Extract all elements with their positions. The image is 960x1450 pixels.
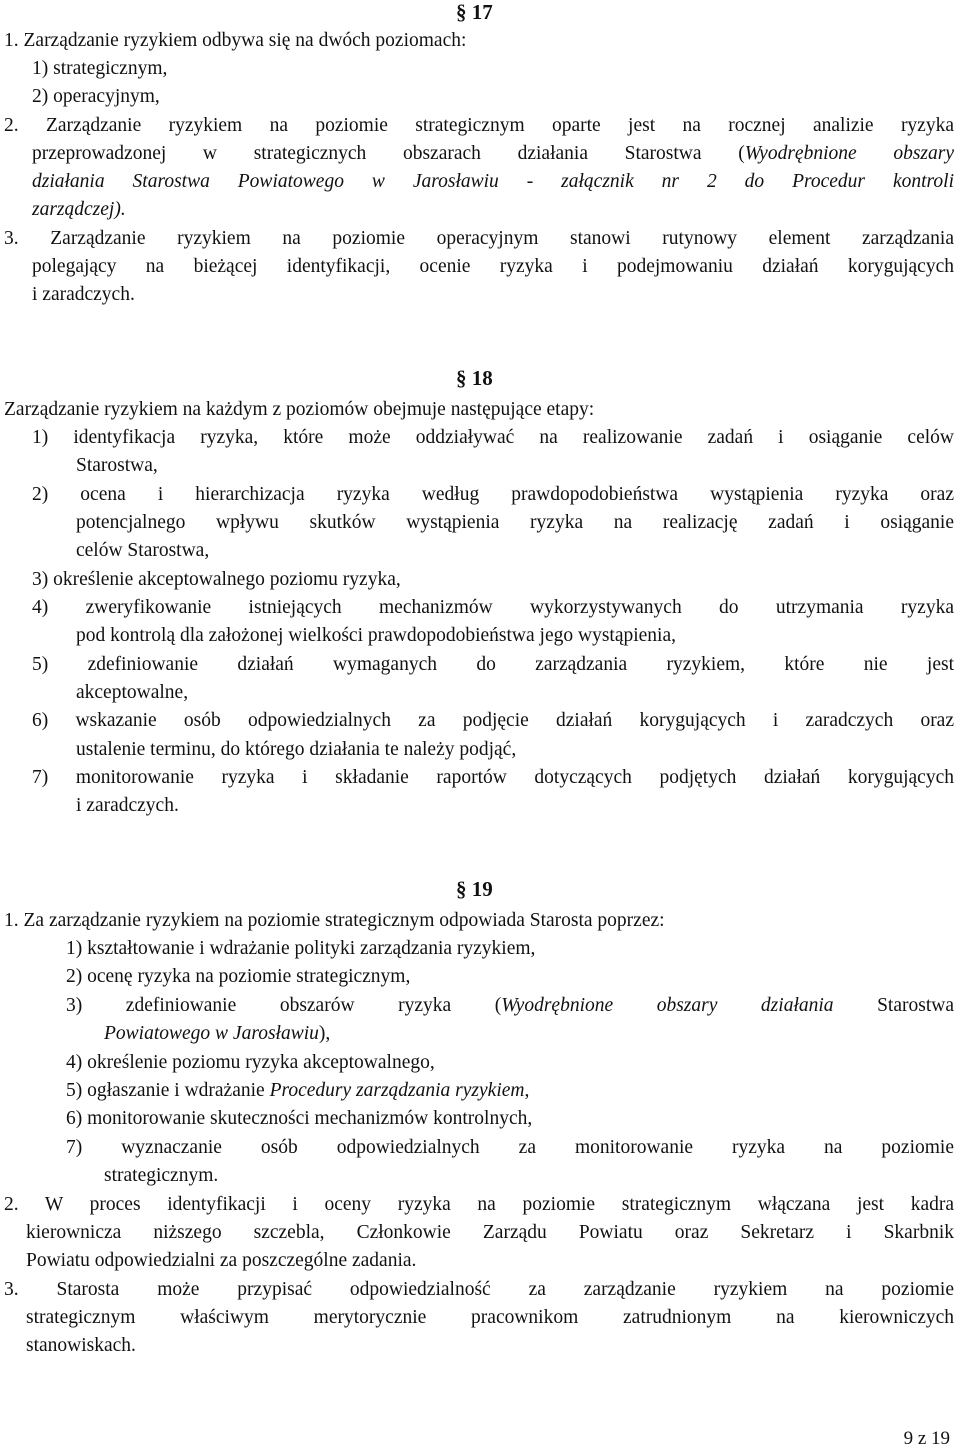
s19-p1: 1. Za zarządzanie ryzykiem na poziomie strategicznym odpowiada Starosta poprzez: bbox=[4, 910, 665, 931]
section-18-heading: § 18 bbox=[456, 366, 493, 390]
s19-p3-line-1: 3. Starosta może przypisać odpowiedzialność za zarządzanie ryzykiem na poziomie bbox=[4, 1279, 954, 1300]
s19-item-2: 2) ocenę ryzyka na poziomie strategicznym, bbox=[66, 966, 411, 987]
s19-item-7-line-1: 7) wyznaczanie osób odpowiedzialnych za monitorowanie ryzyka na poziomie bbox=[66, 1137, 954, 1158]
section-17-heading: § 17 bbox=[456, 0, 493, 24]
s19-p2-line-2: kierownicza niższego szczebla, Członkowie Zarządu Powiatu oraz Sekretarz i Skarbnik bbox=[26, 1222, 954, 1243]
s17-p3-line-3: i zaradczych. bbox=[32, 284, 135, 305]
s17-p1-item-2: 2) operacyjnym, bbox=[32, 86, 160, 107]
s19-item-7-line-2: strategicznym. bbox=[104, 1165, 219, 1186]
s19-p2-line-3: Powiatu odpowiedzialni za poszczególne zadania. bbox=[26, 1250, 417, 1271]
section-19-heading: § 19 bbox=[456, 877, 493, 901]
s17-p2-line-4: zarządczej). bbox=[32, 199, 126, 220]
s18-item-6-line-2: ustalenie terminu, do którego działania te należy podjąć, bbox=[76, 739, 517, 760]
s19-item-4: 4) określenie poziomu ryzyka akceptowalnego, bbox=[66, 1052, 435, 1073]
s19-p2-line-1: 2. W proces identyfikacji i oceny ryzyka na poziomie strategicznym włączana jest kadra bbox=[4, 1194, 954, 1215]
s19-p3-line-3: stanowiskach. bbox=[26, 1335, 136, 1356]
s18-intro: Zarządzanie ryzykiem na każdym z poziomów obejmuje następujące etapy: bbox=[4, 399, 595, 420]
s18-item-2-line-1: 2) ocena i hierarchizacja ryzyka według prawdopodobieństwa wystąpienia ryzyka oraz bbox=[32, 484, 954, 505]
s18-item-7-line-1: 7) monitorowanie ryzyka i składanie raportów dotyczących podjętych działań korygujących bbox=[32, 767, 954, 788]
s18-item-3: 3) określenie akceptowalnego poziomu ryzyka, bbox=[32, 569, 401, 590]
s17-p2-line-1: 2. Zarządzanie ryzykiem na poziomie strategicznym oparte jest na rocznej analizie ryzyka bbox=[4, 115, 954, 136]
s18-item-7-line-2: i zaradczych. bbox=[76, 795, 179, 816]
s18-item-6-line-1: 6) wskazanie osób odpowiedzialnych za podjęcie działań korygujących i zaradczych oraz bbox=[32, 710, 954, 731]
s18-item-2-line-3: celów Starostwa, bbox=[76, 540, 210, 561]
s17-p1-item-1: 1) strategicznym, bbox=[32, 58, 168, 79]
page-number: 9 z 19 bbox=[903, 1428, 950, 1449]
s19-item-6: 6) monitorowanie skuteczności mechanizmów kontrolnych, bbox=[66, 1108, 533, 1129]
s18-item-5-line-1: 5) zdefiniowanie działań wymaganych do zarządzania ryzykiem, które nie jest bbox=[32, 654, 954, 675]
s19-item-1: 1) kształtowanie i wdrażanie polityki zarządzania ryzykiem, bbox=[66, 938, 536, 959]
s18-item-5-line-2: akceptowalne, bbox=[76, 682, 189, 703]
s17-p2-line-2: przeprowadzonej w strategicznych obszarach działania Starostwa (Wyodrębnione obszary bbox=[32, 143, 954, 164]
s18-item-1-line-1: 1) identyfikacja ryzyka, które może oddziaływać na realizowanie zadań i osiąganie celów bbox=[32, 427, 954, 448]
s18-item-1-line-2: Starostwa, bbox=[76, 455, 158, 476]
s19-item-3-line-1: 3) zdefiniowanie obszarów ryzyka (Wyodrębnione obszary działania Starostwa bbox=[66, 995, 954, 1016]
s18-item-4-line-1: 4) zweryfikowanie istniejących mechanizmów wykorzystywanych do utrzymania ryzyka bbox=[32, 597, 954, 618]
s18-item-2-line-2: potencjalnego wpływu skutków wystąpienia ryzyka na realizację zadań i osiąganie bbox=[76, 512, 954, 533]
s17-p1: 1. Zarządzanie ryzykiem odbywa się na dwóch poziomach: bbox=[4, 30, 467, 51]
s19-item-5: 5) ogłaszanie i wdrażanie Procedury zarządzania ryzykiem, bbox=[66, 1080, 530, 1101]
s17-p2-line-3: działania Starostwa Powiatowego w Jarosławiu - załącznik nr 2 do Procedur kontroli bbox=[32, 171, 954, 192]
s17-p3-line-2: polegający na bieżącej identyfikacji, ocenie ryzyka i podejmowaniu działań korygujących bbox=[32, 256, 954, 277]
s17-p3-line-1: 3. Zarządzanie ryzykiem na poziomie operacyjnym stanowi rutynowy element zarządzania bbox=[4, 228, 954, 249]
s19-p3-line-2: strategicznym właściwym merytorycznie pracownikom zatrudnionym na kierowniczych bbox=[26, 1307, 954, 1328]
s18-item-4-line-2: pod kontrolą dla założonej wielkości prawdopodobieństwa jego wystąpienia, bbox=[76, 625, 677, 646]
s19-item-3-line-2: Powiatowego w Jarosławiu), bbox=[104, 1023, 331, 1044]
